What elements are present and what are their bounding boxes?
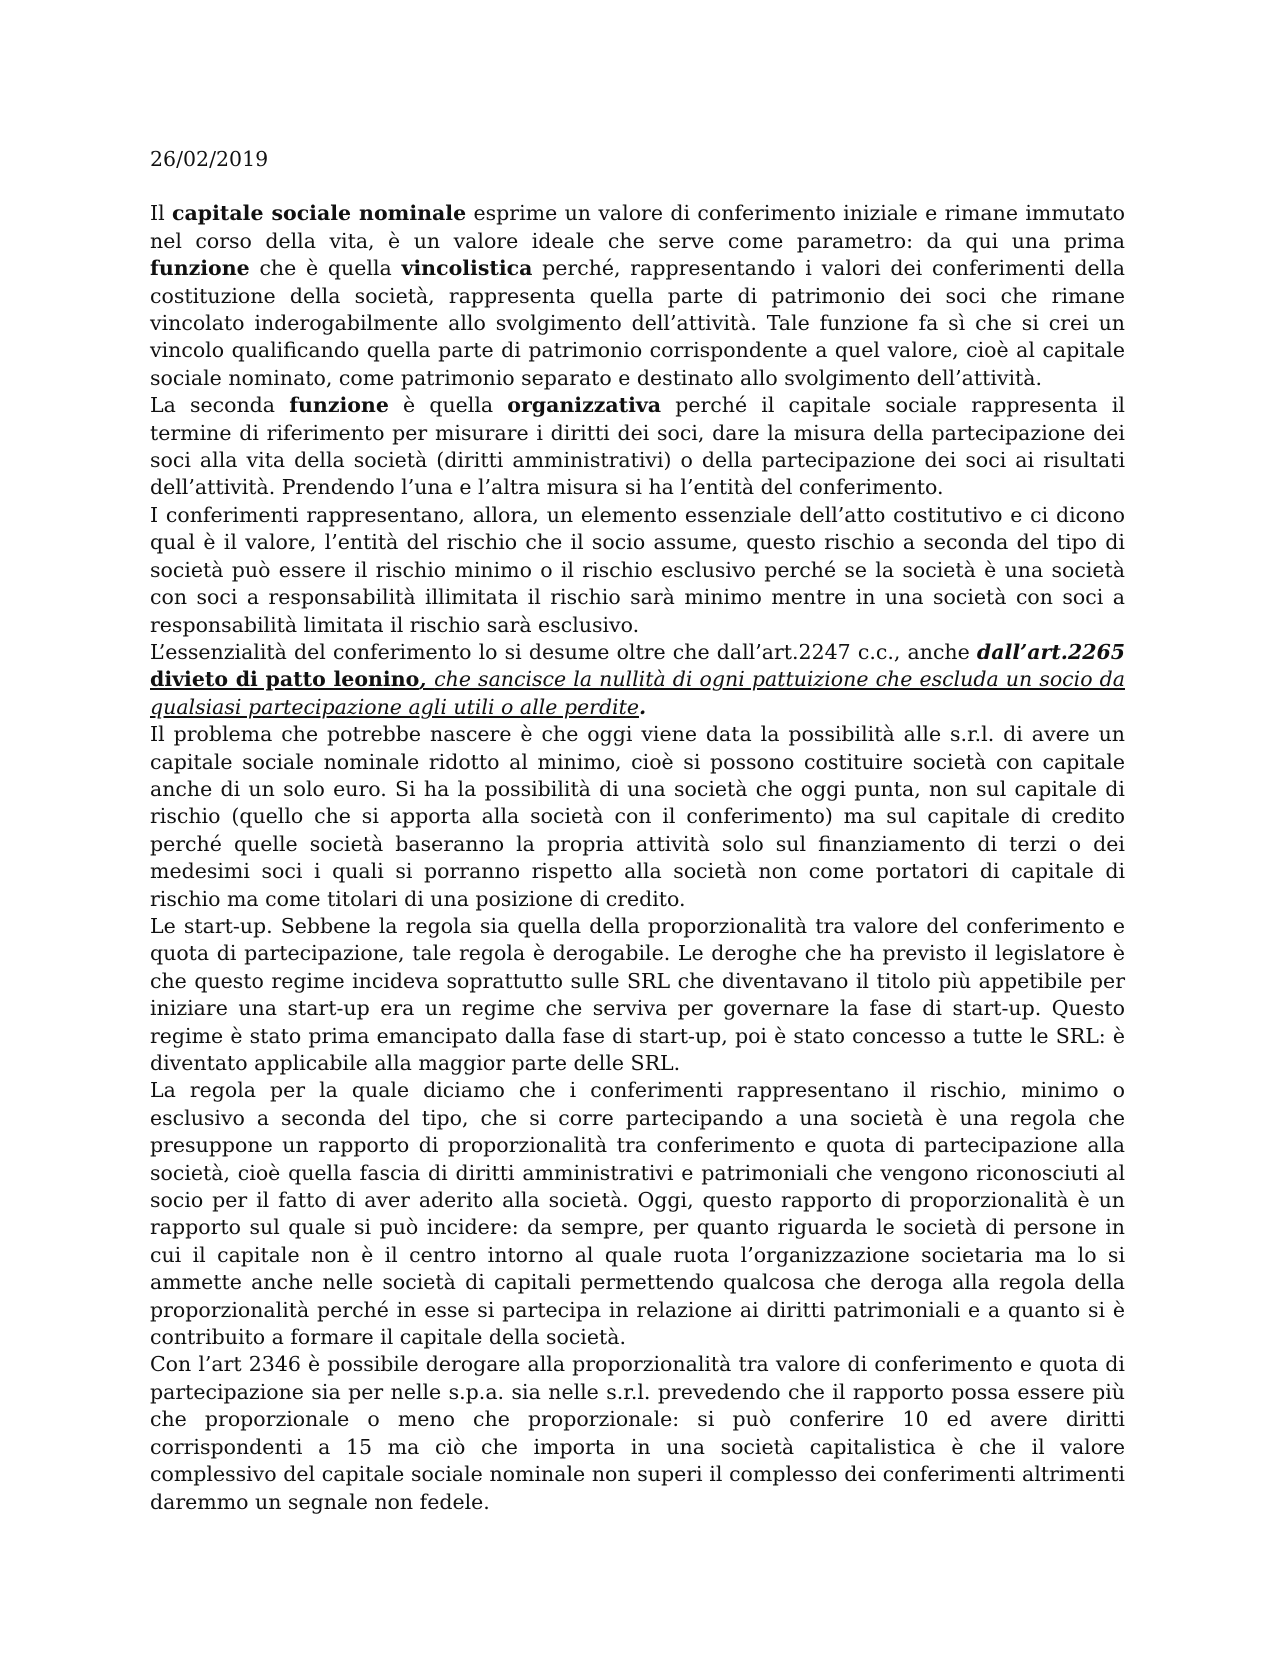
- bold-italic-period: .: [639, 694, 647, 719]
- document-date: 26/02/2019: [150, 147, 269, 171]
- bold-italic-art-2265: dall’art.2265: [976, 639, 1125, 664]
- bold-term-capitale-sociale-nominale: capitale sociale nominale: [172, 201, 467, 226]
- italic-underline-nullita-pattuizione: che sancisce la nullità di ogni pattuizione che escluda un socio da qualsiasi partecipazione agli utili o alle perdite: [150, 667, 1125, 719]
- paragraph-conferimenti: I conferimenti rappresentano, allora, un elemento essenziale dell’atto costitutivo e ci dicono qual è il valore, l’entità del rischio che il socio assume, questo rischio a seconda del tipo di società può essere il rischio minimo o il rischio esclusivo perché se la società è una società con soci a responsabilità illimitata il rischio sarà minimo mentre in una società con soci a responsabilità limitata il rischio sarà esclusivo.: [150, 502, 1125, 637]
- bold-term-vincolistica: vincolistica: [401, 256, 533, 281]
- paragraph-start-up: Le start-up. Sebbene la regola sia quella della proporzionalità tra valore del conferimento e quota di partecipazione, tale regola è derogabile. Le deroghe che ha previsto il legislatore è che questo regime incideva soprattutto sulle SRL che diventavano il titolo più appetibile per iniziare una start-up era un regime che serviva per governare la fase di start-up. Questo regime è stato prima emancipato dalla fase di start-up, poi è stato concesso a tutte le SRL: è diventato applicabile alla maggior parte delle SRL.: [150, 913, 1125, 1075]
- paragraph-capitale-sociale: [150, 200, 1125, 392]
- paragraph-funzione-organizzativa: [150, 392, 1125, 502]
- bold-underline-patto-leonino: divieto di patto leonino: [150, 667, 420, 692]
- text-run: La seconda: [150, 393, 290, 418]
- document-body: [150, 146, 1125, 1516]
- text-run: perché il capitale sociale rappresenta il termine di riferimento per misurare i diritti dei soci, dare la misura della partecipazione dei soci alla vita della società (diritti amministrativi) o della partecipazione dei soci ai risultati dell’attività. Prendendo l’una e l’altra misura si ha l’entità del conferimento.: [150, 393, 1125, 500]
- text-run: Il: [150, 201, 173, 226]
- bold-term-organizzativa: organizzativa: [507, 393, 662, 418]
- text-run: che è quella: [249, 256, 402, 281]
- text-run: esprime un valore di conferimento iniziale e rimane immutato nel corso della vita, è un valore ideale che serve come parametro: da qui una prima: [150, 201, 1126, 253]
- paragraph-art-2346: Con l’art 2346 è possibile derogare alla proporzionalità tra valore di conferimento e quota di partecipazione sia per nelle s.p.a. sia nelle s.r.l. prevedendo che il rapporto possa essere più che proporzionale o meno che proporzionale: si può conferire 10 ed avere diritti corrispondenti a 15 ma ciò che importa in una società capitalistica è che il valore complessivo del capitale sociale nominale non superi il complesso dei conferimenti altrimenti daremmo un segnale non fedele.: [150, 1352, 1125, 1514]
- bold-term-funzione: funzione: [289, 393, 389, 418]
- paragraph-capitale-ridotto: Il problema che potrebbe nascere è che oggi viene data la possibilità alle s.r.l. di avere un capitale sociale nominale ridotto al minimo, cioè si possono costituire società con capitale anche di un solo euro. Si ha la possibilità di una società che oggi punta, non sul capitale di rischio (quello che si apporta alla società con il conferimento) ma sul capitale di credito perché quelle società baseranno la propria attività solo sul finanziamento di terzi o dei medesimi soci i quali si porranno rispetto alla società non come portatori di capitale di rischio ma come titolari di una posizione di credito.: [150, 722, 1125, 911]
- bold-italic-underline-comma: ,: [419, 667, 435, 692]
- text-run: è quella: [388, 393, 508, 418]
- text-run: L’essenzialità del conferimento lo si desume oltre che dall’art.2247 c.c., anche: [150, 639, 977, 664]
- bold-term-funzione: funzione: [150, 256, 250, 281]
- paragraph-essenzialita-conferimento: [150, 639, 1125, 721]
- paragraph-regola-proporzionalita: La regola per la quale diciamo che i conferimenti rappresentano il rischio, minimo o esclusivo a seconda del tipo, che si corre partecipando a una società è una regola che presuppone un rapporto di proporzionalità tra conferimento e quota di partecipazione alla società, cioè quella fascia di diritti amministrativi e patrimoniali che vengono riconosciuti al socio per il fatto di aver aderito alla società. Oggi, questo rapporto di proporzionalità è un rapporto sul quale si può incidere: da sempre, per quanto riguarda le società di persone in cui il capitale non è il centro intorno al quale ruota l’organizzazione societaria ma lo si ammette anche nelle società di capitali permettendo qualcosa che deroga alla regola della proporzionalità perché in esse si partecipa in relazione ai diritti patrimoniali e a quanto si è contribuito a formare il capitale della società.: [150, 1078, 1125, 1350]
- text-run: perché, rappresentando i valori dei conferimenti della costituzione della società, rappresenta quella parte di patrimonio dei soci che rimane vincolato inderogabilmente allo svolgimento dell’attività. Tale funzione fa sì che si crei un vincolo qualificando quella parte di patrimonio corrispondente a quel valore, cioè al capitale sociale nominato, come patrimonio separato e destinato allo svolgimento dell’attività.: [150, 256, 1125, 390]
